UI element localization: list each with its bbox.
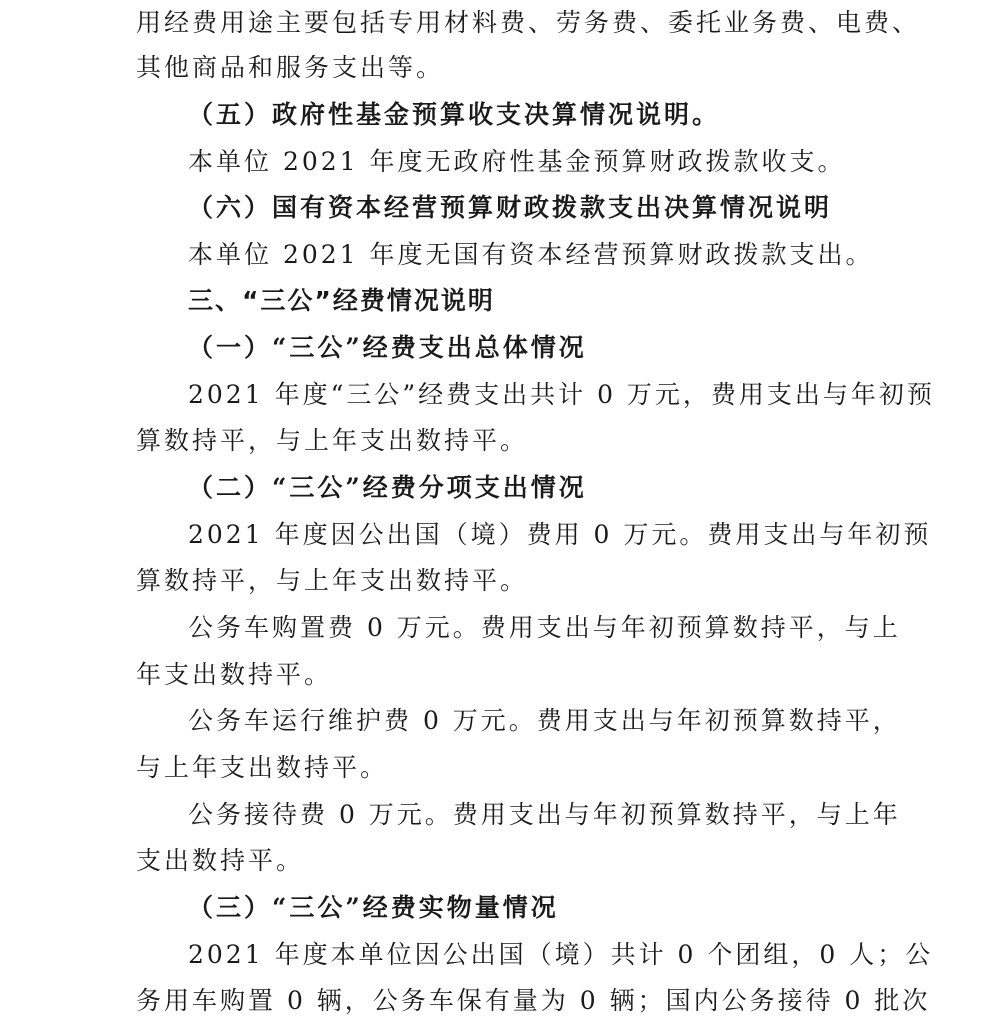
paragraph-line: 与上年支出数持平。: [136, 753, 389, 782]
paragraph-line: 公务车运行维护费 0 万元。费用支出与年初预算数持平，: [188, 706, 901, 735]
paragraph-line: 本单位 2021 年度无国有资本经营预算财政拨款支出。: [188, 240, 874, 269]
chapter-heading-3: 三、“三公”经费情况说明: [188, 286, 495, 315]
paragraph-line: 算数持平，与上年支出数持平。: [136, 426, 529, 455]
paragraph-line: 支出数持平。: [136, 846, 305, 875]
paragraph-line: 务用车购置 0 辆，公务车保有量为 0 辆；国内公务接待 0 批次: [136, 986, 931, 1015]
paragraph-line: 公务接待费 0 万元。费用支出与年初预算数持平，与上年: [188, 800, 901, 829]
paragraph-line: 用经费用途主要包括专用材料费、劳务费、委托业务费、电费、: [136, 8, 921, 37]
section-heading-6: （六）国有资本经营预算财政拨款支出决算情况说明: [188, 193, 833, 222]
section-heading-1: （一）“三公”经费支出总体情况: [188, 333, 587, 362]
paragraph-line: 本单位 2021 年度无政府性基金预算财政拨款收支。: [188, 147, 846, 176]
section-heading-2: （二）“三公”经费分项支出情况: [188, 473, 587, 502]
paragraph-line: 年支出数持平。: [136, 660, 333, 689]
paragraph-line: 其他商品和服务支出等。: [136, 53, 445, 82]
section-heading-5: （五）政府性基金预算收支决算情况说明。: [188, 100, 721, 129]
paragraph-line: 2021 年度“三公”经费支出共计 0 万元，费用支出与年初预: [188, 380, 935, 409]
paragraph-line: 2021 年度本单位因公出国（境）共计 0 个团组，0 人；公: [188, 940, 934, 969]
paragraph-line: 算数持平，与上年支出数持平。: [136, 566, 529, 595]
section-heading-3: （三）“三公”经费实物量情况: [188, 893, 559, 922]
paragraph-line: 2021 年度因公出国（境）费用 0 万元。费用支出与年初预: [188, 520, 932, 549]
paragraph-line: 公务车购置费 0 万元。费用支出与年初预算数持平，与上: [188, 613, 901, 642]
